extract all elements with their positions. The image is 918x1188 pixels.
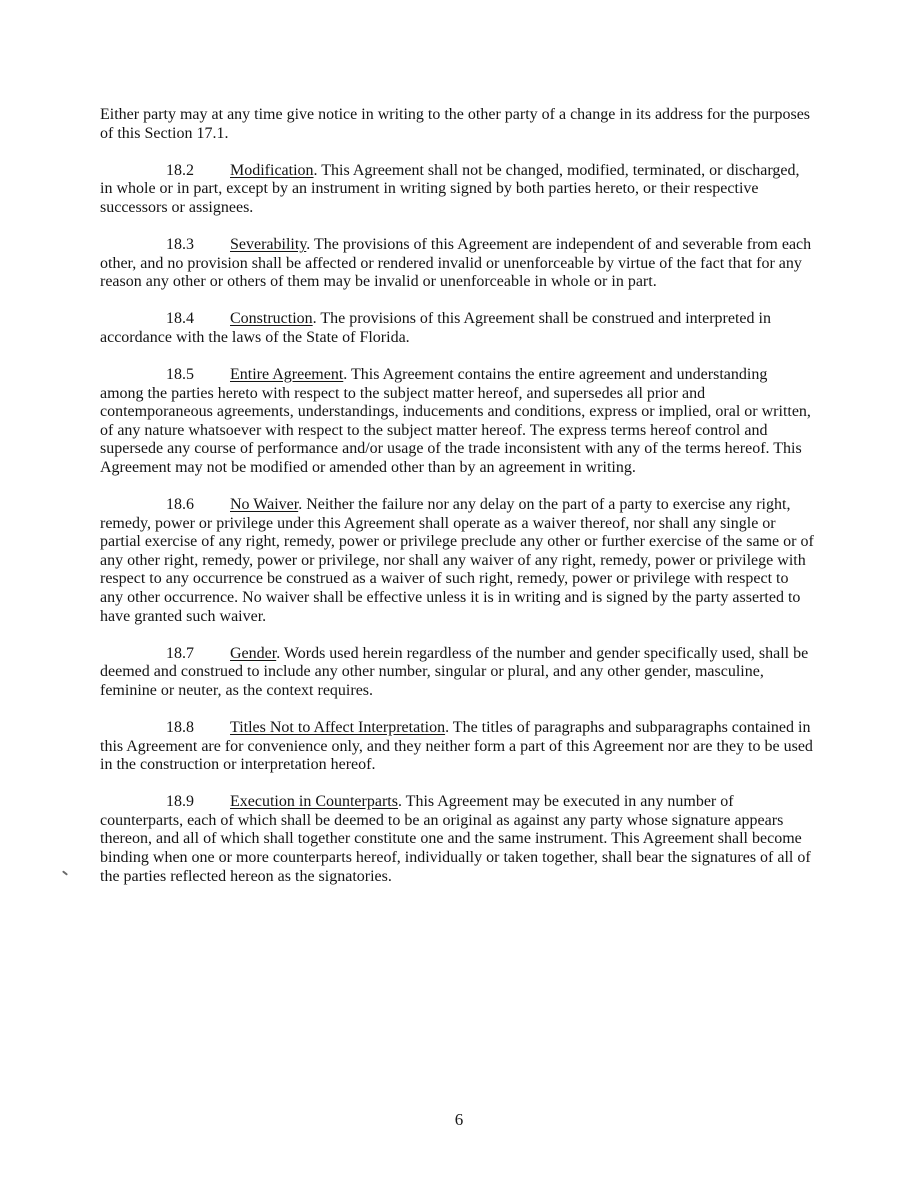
section-number: 18.2 [166, 161, 194, 179]
section-paragraph-18-3 [100, 236, 814, 292]
section-body: . This Agreement shall not be changed, modified, terminated, or discharged, in whole or in part, except by an instrument in writing signed by both parties hereto, or their respective successors or assignees. [100, 161, 800, 216]
section-number: 18.7 [166, 644, 194, 662]
section-body: . This Agreement may be executed in any number of counterparts, each of which shall be deemed to be an original as against any party whose signature appears thereon, and all of which shall together constitute one and the same instrument. This Agreement shall become binding when one or more counterparts hereof, individually or taken together, shall bear the signatures of all of the parties reflected hereon as the signatories. [100, 793, 811, 885]
section-heading: Construction [230, 310, 313, 328]
section-number: 18.3 [166, 235, 194, 253]
section-heading: Severability [230, 235, 307, 253]
section-number: 18.6 [166, 496, 194, 513]
section-body: . The titles of paragraphs and subparagraphs contained in this Agreement are for convenience only, and they neither form a part of this Agreement nor are they to be used in the construction or interpretation hereof. [100, 718, 813, 774]
section-paragraph-18-9 [100, 793, 814, 886]
section-number: 18.4 [166, 310, 194, 328]
section-heading: Execution in Counterparts [230, 793, 398, 811]
section-heading: Gender [230, 644, 277, 662]
section-paragraph-18-4 [100, 310, 814, 347]
section-heading: No Waiver [230, 496, 299, 513]
section-heading: Titles Not to Affect Interpretation [230, 718, 446, 736]
intro-paragraph: Either party may at any time give notice in writing to the other party of a change in its address for the purposes of this Section 17.1. [100, 106, 811, 142]
scan-artifact-mark [62, 870, 68, 875]
section-paragraph-18-7 [100, 645, 814, 701]
section-body: . This Agreement contains the entire agreement and understanding among the parties hereto with respect to the subject matter hereof, and supersedes all prior and contemporaneous agreements, understandings, inducements and conditions, express or implied, oral or written, of any nature whatsoever with respect to the subject matter hereof. The express terms hereof control and supersede any course of performance and/or usage of the trade inconsistent with any of the terms hereof. This Agreement may not be modified or amended other than by an agreement in writing. [100, 365, 811, 476]
section-body: . Neither the failure nor any delay on the part of a party to exercise any right, remedy, power or privilege under this Agreement shall operate as a waiver thereof, nor shall any single or partial exercise of any right, remedy, power or privilege preclude any other or further exercise of the same or of any other right, remedy, power or privilege, nor shall any waiver of any right, remedy, power or privilege with respect to any occurrence be construed as a waiver of such right, remedy, power or privilege with respect to any other occurrence. No waiver shall be effective unless it is in writing and is signed by the party asserted to have granted such waiver. [100, 496, 814, 625]
section-heading: Modification [230, 161, 314, 179]
section-number: 18.8 [166, 718, 194, 736]
section-number: 18.9 [166, 793, 194, 811]
section-paragraph-18-2 [100, 162, 814, 218]
page-number: 6 [454, 1110, 464, 1129]
section-paragraph-18-8 [100, 719, 814, 775]
document-body [100, 106, 814, 905]
section-body: . Words used herein regardless of the number and gender specifically used, shall be deemed and construed to include any other number, singular or plural, and any other gender, masculine, feminine or neuter, as the context requires. [100, 644, 809, 699]
section-body: . The provisions of this Agreement are independent of and severable from each other, and no provision shall be affected or rendered invalid or unenforceable by virtue of the fact that for any reason any other or others of them may be invalid or unenforceable in whole or in part. [100, 235, 812, 291]
section-heading: Entire Agreement [230, 365, 344, 383]
section-paragraph-18-5 [100, 366, 814, 478]
section-number: 18.5 [166, 365, 194, 383]
section-body: . The provisions of this Agreement shall be construed and interpreted in accordance with the laws of the State of Florida. [100, 310, 771, 346]
section-paragraph-18-6 [100, 496, 814, 626]
